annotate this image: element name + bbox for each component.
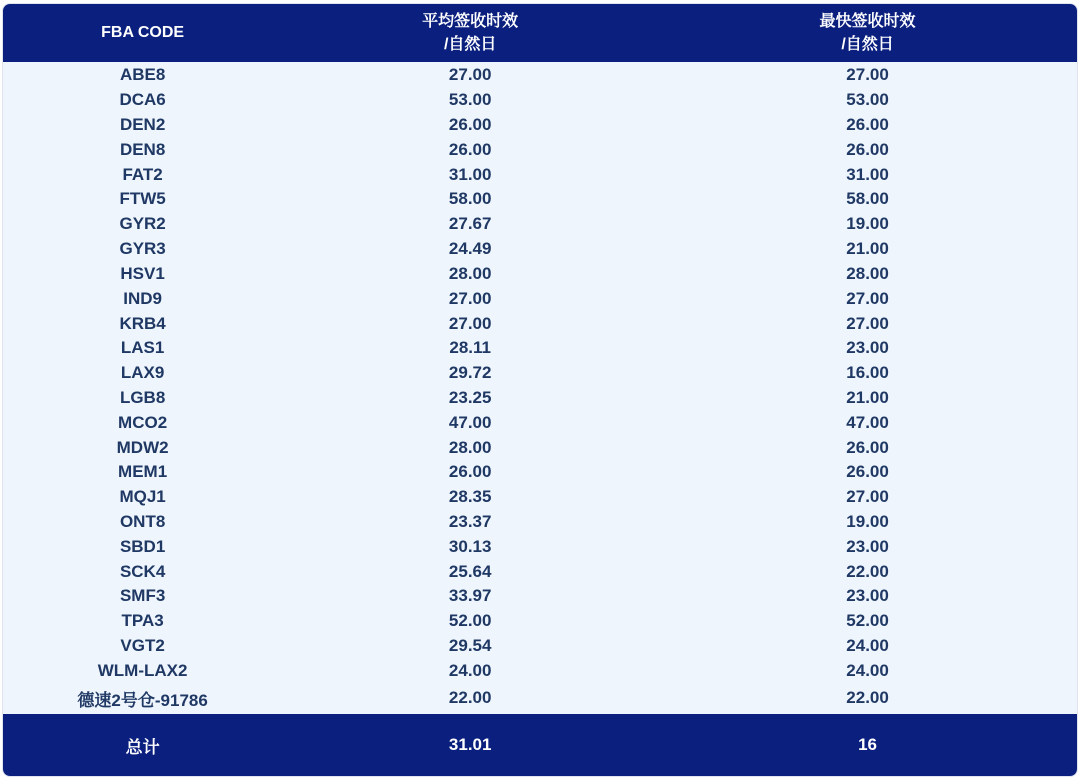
table-row [3, 286, 1077, 311]
cell-average-time: 26.00 [448, 115, 492, 135]
table-row [3, 137, 1077, 162]
cell-fba-code: DEN2 [119, 115, 166, 135]
cell-fastest-time: 23.00 [846, 338, 889, 358]
table-row [3, 584, 1077, 609]
cell-average-time: 52.00 [448, 611, 492, 631]
total-fastest-value: 16 [858, 735, 878, 754]
cell-fba-code: FTW5 [119, 189, 166, 209]
table-row [3, 88, 1077, 113]
cell-fba-code: MQJ1 [119, 487, 166, 507]
cell-fba-code: DCA6 [119, 90, 166, 110]
cell-average-time: 30.13 [448, 536, 492, 556]
cell-fba-code: 德速2号仓-91786 [77, 690, 208, 710]
cell-fba-code: SCK4 [119, 561, 166, 581]
fba-delivery-time-table [2, 3, 1078, 777]
table-row [3, 659, 1077, 684]
cell-fastest-time: 27.00 [846, 487, 889, 507]
cell-fastest-time: 19.00 [846, 214, 889, 234]
table-row [3, 361, 1077, 386]
cell-fastest-time: 24.00 [846, 636, 889, 656]
cell-fastest-time: 26.00 [846, 462, 889, 482]
cell-fba-code: LGB8 [119, 387, 166, 407]
cell-average-time: 53.00 [448, 90, 492, 110]
cell-fastest-time: 58.00 [846, 189, 889, 209]
total-average-value: 31.01 [448, 735, 492, 754]
column-header-average-time-line2: /自然日 [443, 36, 497, 53]
cell-fastest-time: 52.00 [846, 611, 889, 631]
cell-average-time: 33.97 [448, 586, 492, 606]
cell-average-time: 24.49 [448, 239, 492, 259]
cell-fba-code: ONT8 [119, 512, 166, 532]
cell-fba-code: SBD1 [119, 536, 166, 556]
cell-fba-code: LAS1 [120, 338, 165, 358]
cell-average-time: 26.00 [448, 139, 492, 159]
cell-average-time: 28.00 [448, 263, 492, 283]
table-row [3, 435, 1077, 460]
cell-fastest-time: 23.00 [846, 586, 889, 606]
table-row [3, 311, 1077, 336]
column-header-fba-code: FBA CODE [101, 24, 185, 41]
cell-average-time: 28.11 [449, 338, 491, 358]
cell-fba-code: WLM-LAX2 [97, 660, 188, 680]
column-header-average-time [282, 10, 658, 56]
cell-average-time: 22.00 [448, 688, 492, 708]
cell-fastest-time: 27.00 [846, 288, 889, 308]
cell-average-time: 26.00 [448, 462, 492, 482]
table-row [3, 609, 1077, 634]
table-body [3, 62, 1077, 714]
cell-fastest-time: 16.00 [846, 363, 889, 383]
cell-average-time: 27.00 [448, 288, 492, 308]
table-row [3, 410, 1077, 435]
cell-fba-code: GYR3 [119, 239, 166, 259]
cell-fba-code: FAT2 [122, 164, 163, 184]
table-row [3, 212, 1077, 237]
cell-fastest-time: 47.00 [846, 412, 889, 432]
table-row [3, 634, 1077, 659]
cell-fastest-time: 26.00 [846, 139, 889, 159]
cell-average-time: 28.00 [448, 437, 492, 457]
cell-fastest-time: 53.00 [846, 90, 889, 110]
cell-average-time: 25.64 [448, 561, 492, 581]
cell-average-time: 29.72 [448, 363, 492, 383]
table-row [3, 386, 1077, 411]
cell-average-time: 23.37 [448, 512, 492, 532]
total-label: 总计 [125, 737, 160, 757]
cell-average-time: 27.67 [448, 214, 492, 234]
cell-fba-code: IND9 [123, 288, 162, 308]
table-total-row [3, 714, 1077, 776]
table-row [3, 63, 1077, 88]
cell-fba-code: VGT2 [120, 636, 165, 656]
table-header-row [3, 4, 1077, 62]
table-row [3, 559, 1077, 584]
cell-fastest-time: 27.00 [846, 313, 889, 333]
cell-fastest-time: 22.00 [846, 688, 889, 708]
column-header-average-time-line1: 平均签收时效 [422, 13, 519, 30]
table-row [3, 683, 1077, 713]
cell-fba-code: DEN8 [119, 139, 166, 159]
cell-fastest-time: 22.00 [846, 561, 889, 581]
cell-fastest-time: 21.00 [846, 387, 889, 407]
cell-average-time: 27.00 [448, 313, 492, 333]
table-row [3, 534, 1077, 559]
cell-average-time: 24.00 [448, 660, 492, 680]
cell-fba-code: HSV1 [120, 263, 165, 283]
table-row [3, 187, 1077, 212]
table-row [3, 113, 1077, 138]
cell-fba-code: MDW2 [116, 437, 169, 457]
column-header-fastest-time-line1: 最快签收时效 [819, 13, 916, 30]
cell-fastest-time: 27.00 [846, 65, 889, 85]
table-row [3, 485, 1077, 510]
cell-average-time: 28.35 [448, 487, 492, 507]
cell-average-time: 27.00 [448, 65, 492, 85]
cell-fastest-time: 24.00 [846, 660, 889, 680]
cell-fba-code: LAX9 [120, 363, 165, 383]
cell-average-time: 47.00 [448, 412, 492, 432]
table-row [3, 460, 1077, 485]
cell-fba-code: TPA3 [121, 611, 164, 631]
cell-fba-code: ABE8 [119, 65, 166, 85]
table-row [3, 237, 1077, 262]
cell-fastest-time: 26.00 [846, 437, 889, 457]
cell-fastest-time: 19.00 [846, 512, 889, 532]
cell-average-time: 29.54 [448, 636, 492, 656]
table-row [3, 262, 1077, 287]
table-row [3, 510, 1077, 535]
cell-fba-code: MEM1 [118, 462, 168, 482]
cell-fastest-time: 21.00 [846, 239, 889, 259]
cell-fba-code: MCO2 [118, 412, 168, 432]
cell-fba-code: GYR2 [119, 214, 166, 234]
cell-fastest-time: 26.00 [846, 115, 889, 135]
table-row [3, 336, 1077, 361]
cell-average-time: 31.00 [448, 164, 492, 184]
cell-fastest-time: 31.00 [846, 164, 889, 184]
cell-fba-code: SMF3 [119, 586, 166, 606]
cell-average-time: 58.00 [448, 189, 492, 209]
column-header-fastest-time-line2: /自然日 [841, 36, 894, 53]
column-header-fastest-time [658, 10, 1077, 56]
cell-average-time: 23.25 [448, 387, 492, 407]
cell-fba-code: KRB4 [119, 313, 166, 333]
cell-fastest-time: 28.00 [846, 263, 889, 283]
table-row [3, 162, 1077, 187]
cell-fastest-time: 23.00 [846, 536, 889, 556]
